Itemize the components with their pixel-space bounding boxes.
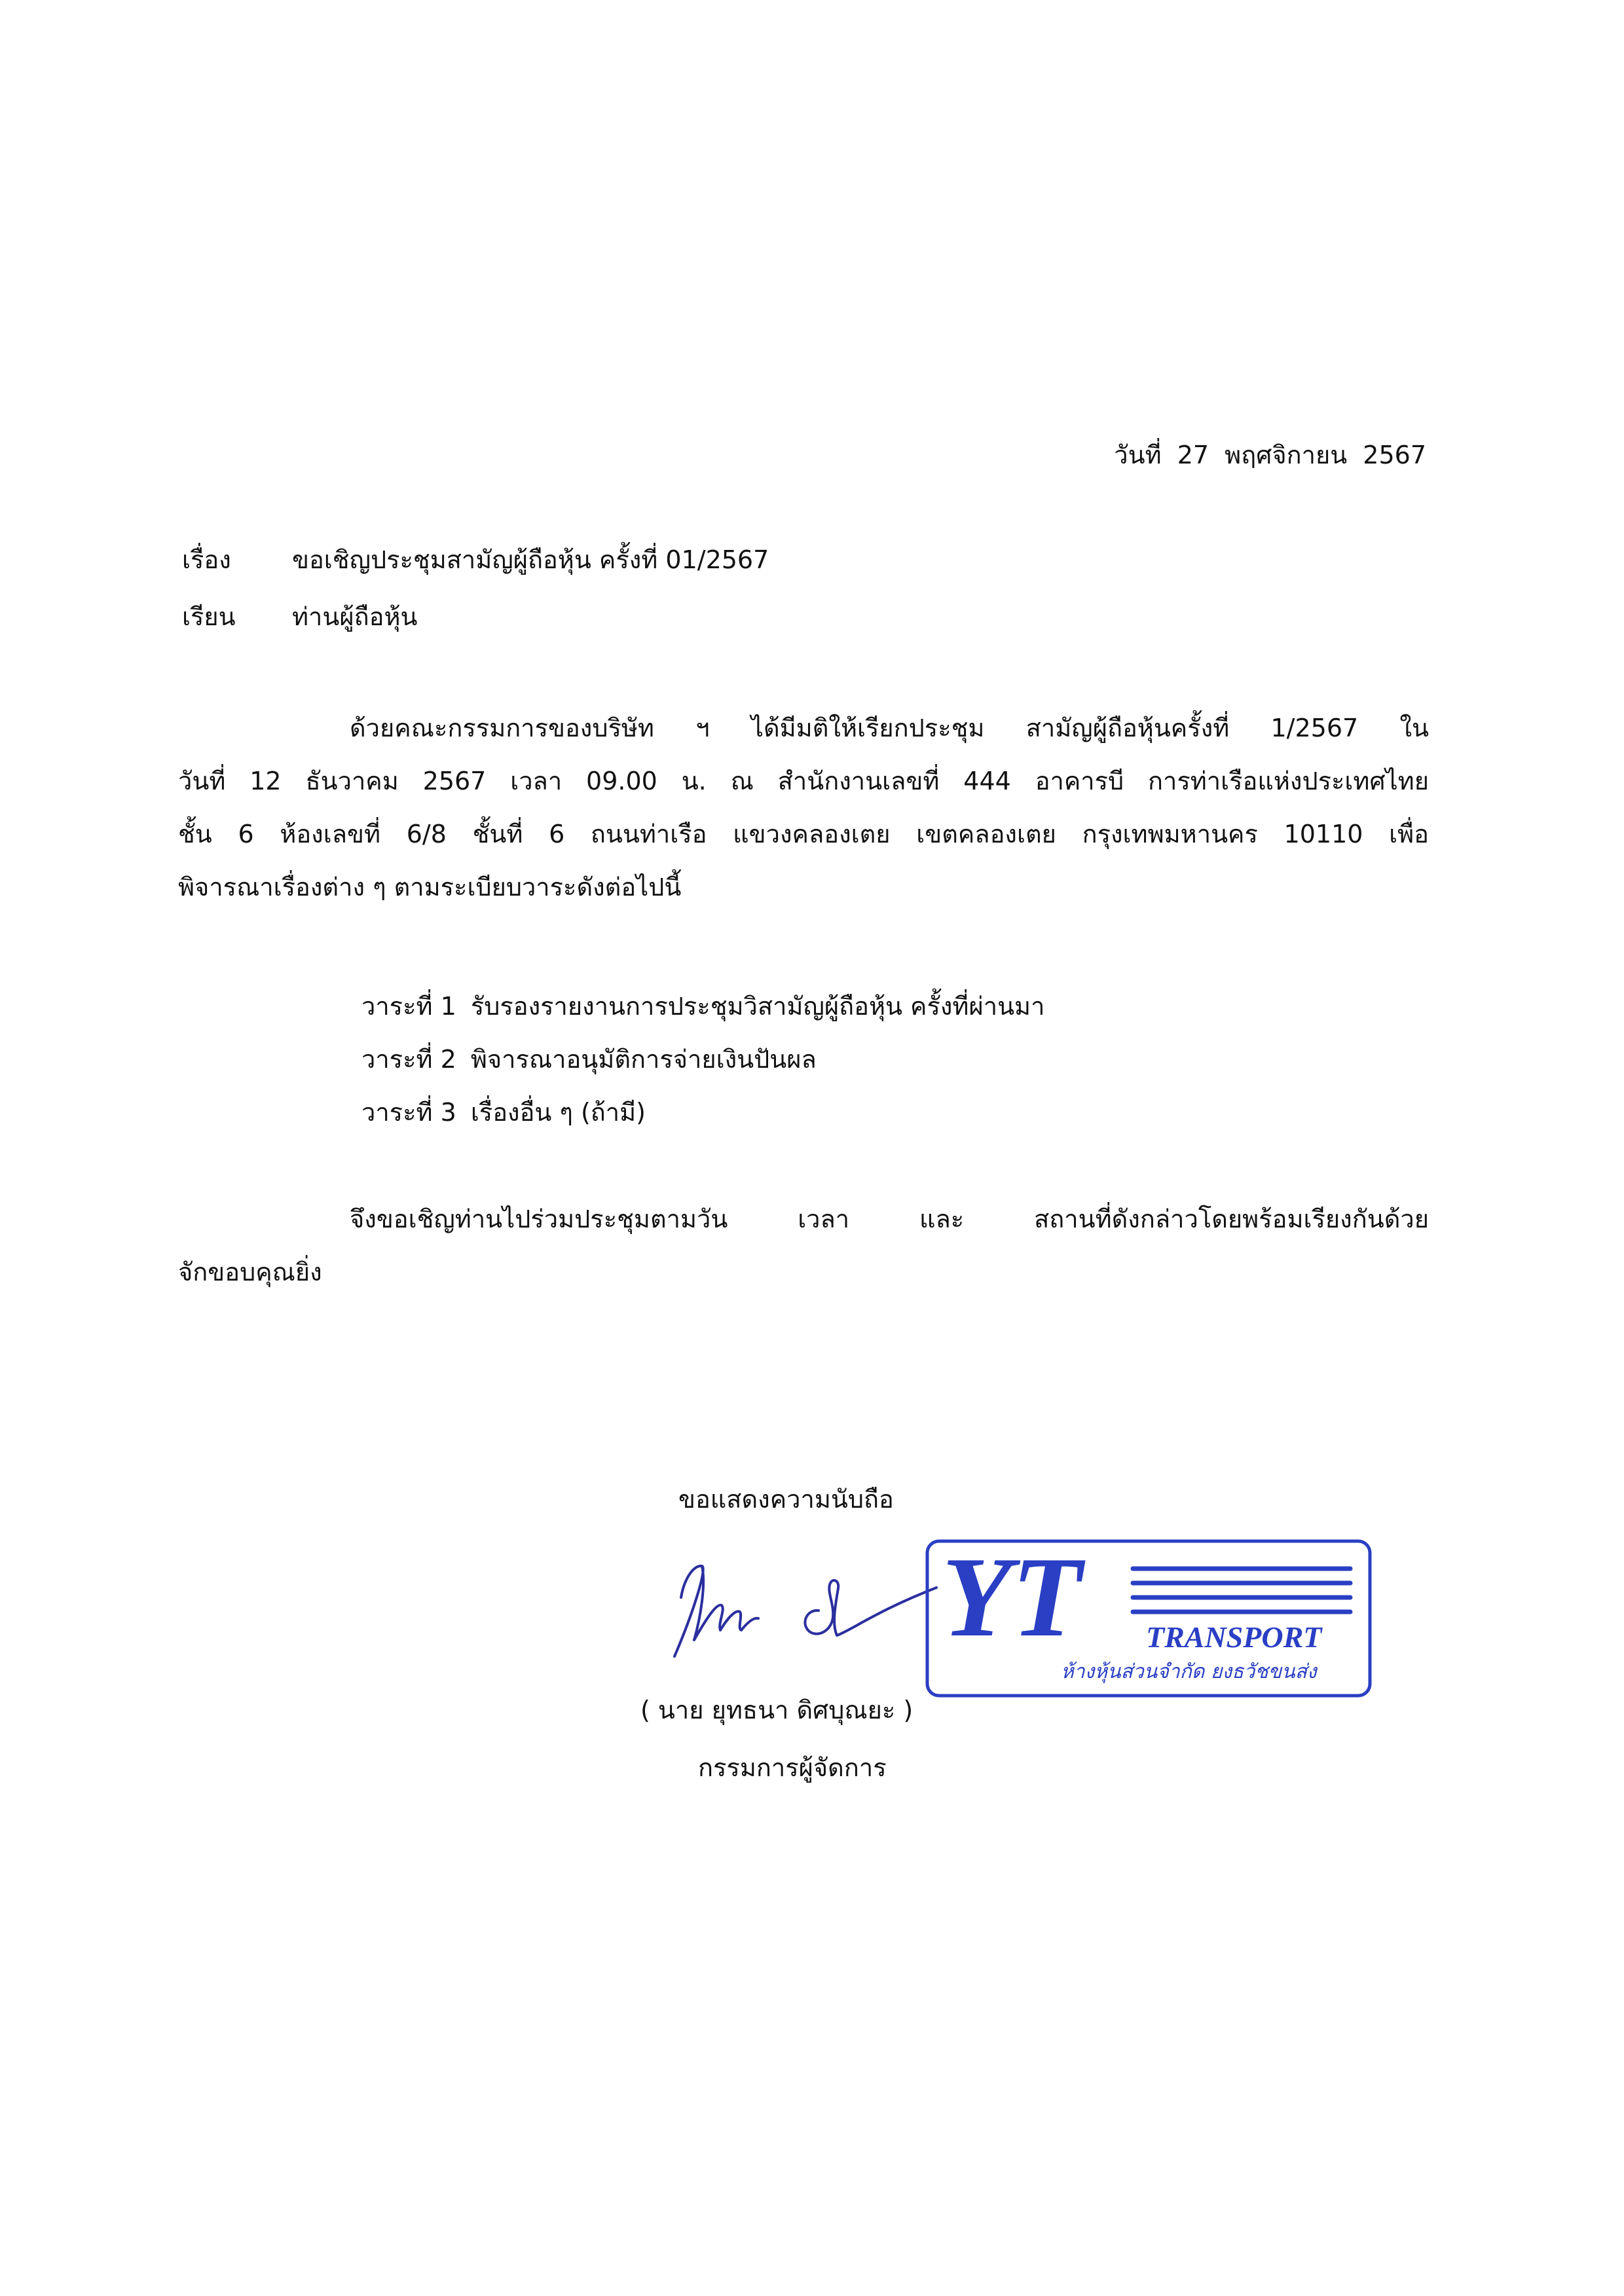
signatory-title: กรรมการผู้จัดการ [698, 1753, 887, 1782]
stamp-logo: YT [942, 1537, 1082, 1660]
stamp-company: ห้างหุ้นส่วนจำกัด ยงธวัชขนส่ง [1061, 1660, 1317, 1683]
agenda-item [361, 1033, 1044, 1086]
closing-salutation: ขอแสดงความนับถือ [678, 1485, 894, 1514]
signatory-name: ( นาย ยุทธนา ดิศบุณยะ ) [640, 1696, 913, 1724]
body-line-3: ชั้น 6 ห้องเลขที่ 6/8 ชั้นที่ 6 ถนนท่าเรือ แขวงคลองเตย เขตคลองเตย กรุงเทพมหานคร 10110 เพื่อ [178, 820, 1429, 848]
agenda-text: เรื่องอื่น ๆ (ถ้ามี) [470, 1098, 646, 1127]
handwritten-signature [655, 1525, 943, 1683]
agenda-list [361, 980, 1044, 1139]
recipient-value: ท่านผู้ถือหุ้น [292, 602, 418, 631]
agenda-number: วาระที่ 3 [361, 1098, 456, 1127]
letter-date: วันที่ 27 พฤศจิกายน 2567 [1114, 441, 1426, 469]
recipient-label: เรียน [182, 602, 236, 631]
agenda-text: พิจารณาอนุมัติการจ่ายเงินปันผล [470, 1045, 817, 1074]
body-paragraph [178, 702, 1429, 914]
body-line-1: ด้วยคณะกรรมการของบริษัท ฯ ได้มีมติให้เรียกประชุม สามัญผู้ถือหุ้นครั้งที่ 1/2567 ใน [350, 714, 1429, 742]
conclusion-line-1: จึงขอเชิญท่านไปร่วมประชุมตามวัน เวลา และ สถานที่ดังกล่าวโดยพร้อมเรียงกันด้วย [350, 1205, 1429, 1233]
agenda-number: วาระที่ 1 [361, 992, 456, 1021]
subject-label: เรื่อง [182, 545, 231, 574]
stamp-brand: TRANSPORT [1146, 1620, 1322, 1654]
agenda-item [361, 980, 1044, 1033]
body-line-4: พิจารณาเรื่องต่าง ๆ ตามระเบียบวาระดังต่อไปนี้ [178, 873, 682, 902]
body-line-2: วันที่ 12 ธันวาคม 2567 เวลา 09.00 น. ณ สำนักงานเลขที่ 444 อาคารบี การท่าเรือแห่งประเทศไทย [178, 767, 1429, 795]
agenda-item [361, 1086, 1044, 1139]
agenda-text: รับรองรายงานการประชุมวิสามัญผู้ถือหุ้น ครั้งที่ผ่านมา [470, 992, 1045, 1021]
conclusion-line-2: จักขอบคุณยิ่ง [178, 1258, 322, 1286]
agenda-number: วาระที่ 2 [361, 1045, 456, 1074]
subject-value: ขอเชิญประชุมสามัญผู้ถือหุ้น ครั้งที่ 01/2567 [292, 545, 769, 574]
stamp-graphic [923, 1537, 1375, 1701]
conclusion-paragraph [178, 1193, 1429, 1299]
company-stamp [923, 1537, 1375, 1701]
